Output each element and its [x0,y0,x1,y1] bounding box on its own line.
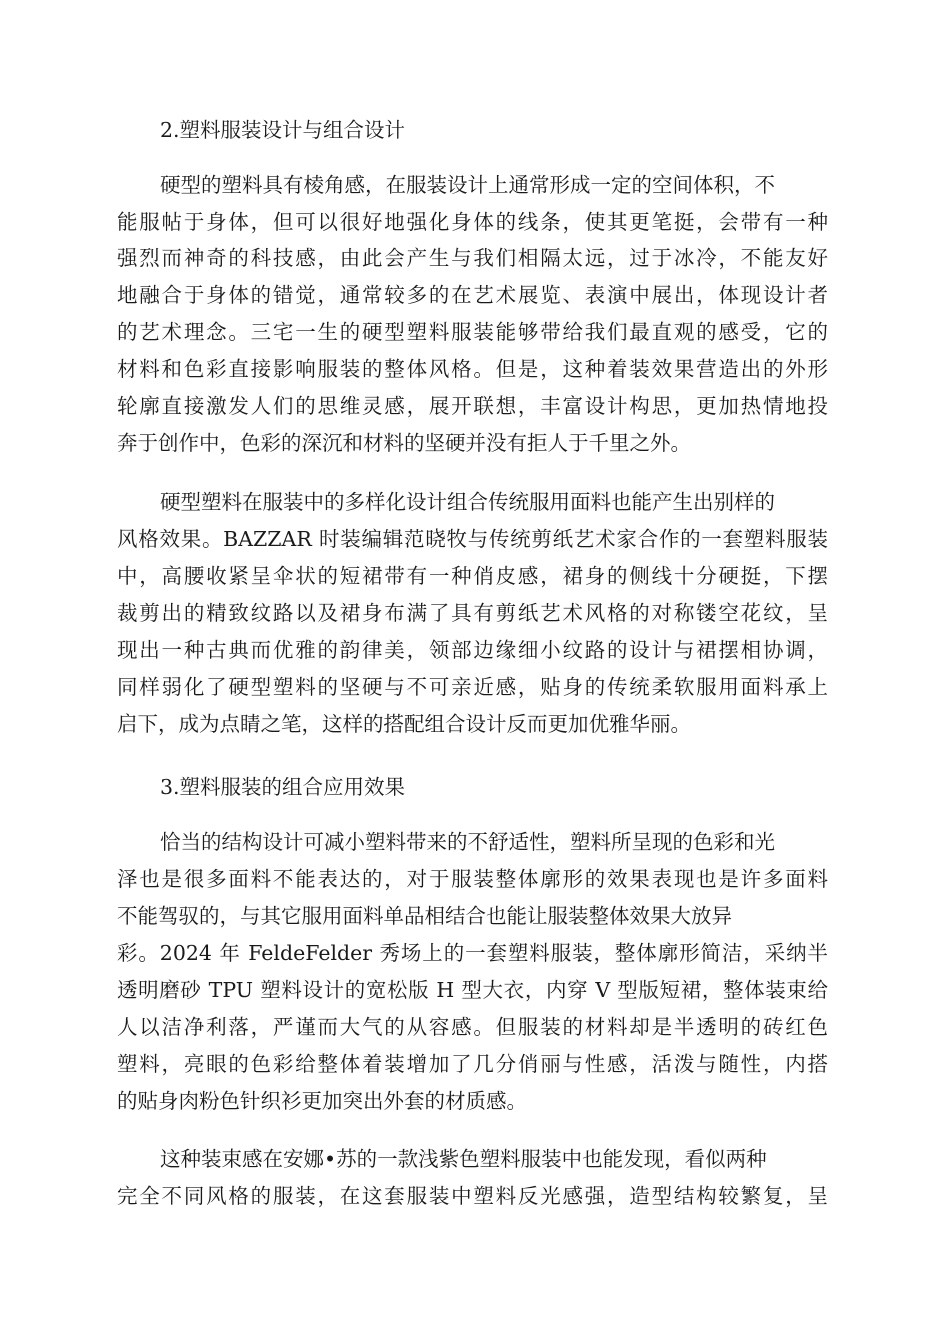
paragraph-line: 硬型的塑料具有棱角感，在服装设计上通常形成一定的空间体积，不 [160,173,775,197]
paragraph-line: 透明磨砂 TPU 塑料设计的宽松版 H 型大衣，内穿 V 型版短裙，整体装束给 [117,978,828,1002]
paragraph-line: 彩。2024 年 FeldeFelder 秀场上的一套塑料服装，整体廓形简洁，采纳半 [117,941,828,965]
paragraph-line: 中，高腰收紧呈伞状的短裙带有一种俏皮感，裙身的侧线十分硬挺，下摆 [117,564,828,588]
paragraph-line: 的贴身肉粉色针织衫更加突出外套的材质感。 [117,1089,527,1113]
paragraph-line: 奔于创作中，色彩的深沉和材料的坚硬并没有拒人于千里之外。 [117,431,691,455]
section-heading: 3.塑料服装的组合应用效果 [160,775,406,799]
paragraph-line: 完全不同风格的服装，在这套服装中塑料反光感强，造型结构较繁复，呈 [117,1184,828,1208]
paragraph-line: 硬型塑料在服装中的多样化设计组合传统服用面料也能产生出别样的 [160,490,775,514]
section-heading: 2.塑料服装设计与组合设计 [160,118,406,142]
paragraph-line: 的艺术理念。三宅一生的硬型塑料服装能够带给我们最直观的感受，它的 [117,320,828,344]
paragraph-line: 启下，成为点睛之笔，这样的搭配组合设计反而更加优雅华丽。 [117,712,691,736]
paragraph-line: 能服帖于身体，但可以很好地强化身体的线条，使其更笔挺，会带有一种 [117,210,828,234]
paragraph-line: 强烈而神奇的科技感，由此会产生与我们相隔太远，过于冰冷，不能友好 [117,246,828,270]
paragraph-line: 风格效果。BAZZAR 时装编辑范晓牧与传统剪纸艺术家合作的一套塑料服装 [117,527,828,551]
paragraph-line: 同样弱化了硬型塑料的坚硬与不可亲近感，贴身的传统柔软服用面料承上 [117,675,828,699]
paragraph-line: 裁剪出的精致纹路以及裙身布满了具有剪纸艺术风格的对称镂空花纹，呈 [117,601,828,625]
paragraph-line: 这种装束感在安娜•苏的一款浅紫色塑料服装中也能发现，看似两种 [160,1147,767,1171]
paragraph-line: 恰当的结构设计可减小塑料带来的不舒适性，塑料所呈现的色彩和光 [160,830,775,854]
paragraph-line: 现出一种古典而优雅的韵律美，领部边缘细小纹路的设计与裙摆相协调， [117,638,828,662]
paragraph-line: 材料和色彩直接影响服装的整体风格。但是，这种着装效果营造出的外形 [117,357,828,381]
paragraph-line: 人以洁净利落，严谨而大气的从容感。但服装的材料却是半透明的砖红色 [117,1015,828,1039]
paragraph-line: 不能驾驭的，与其它服用面料单品相结合也能让服装整体效果大放异 [117,904,732,928]
paragraph-line: 泽也是很多面料不能表达的，对于服装整体廓形的效果表现也是许多面料 [117,867,828,891]
paragraph-line: 塑料，亮眼的色彩给整体着装增加了几分俏丽与性感，活泼与随性，内搭 [117,1052,828,1076]
paragraph-line: 地融合于身体的错觉，通常较多的在艺术展览、表演中展出，体现设计者 [117,283,828,307]
paragraph-line: 轮廓直接激发人们的思维灵感，展开联想，丰富设计构思，更加热情地投 [117,394,828,418]
